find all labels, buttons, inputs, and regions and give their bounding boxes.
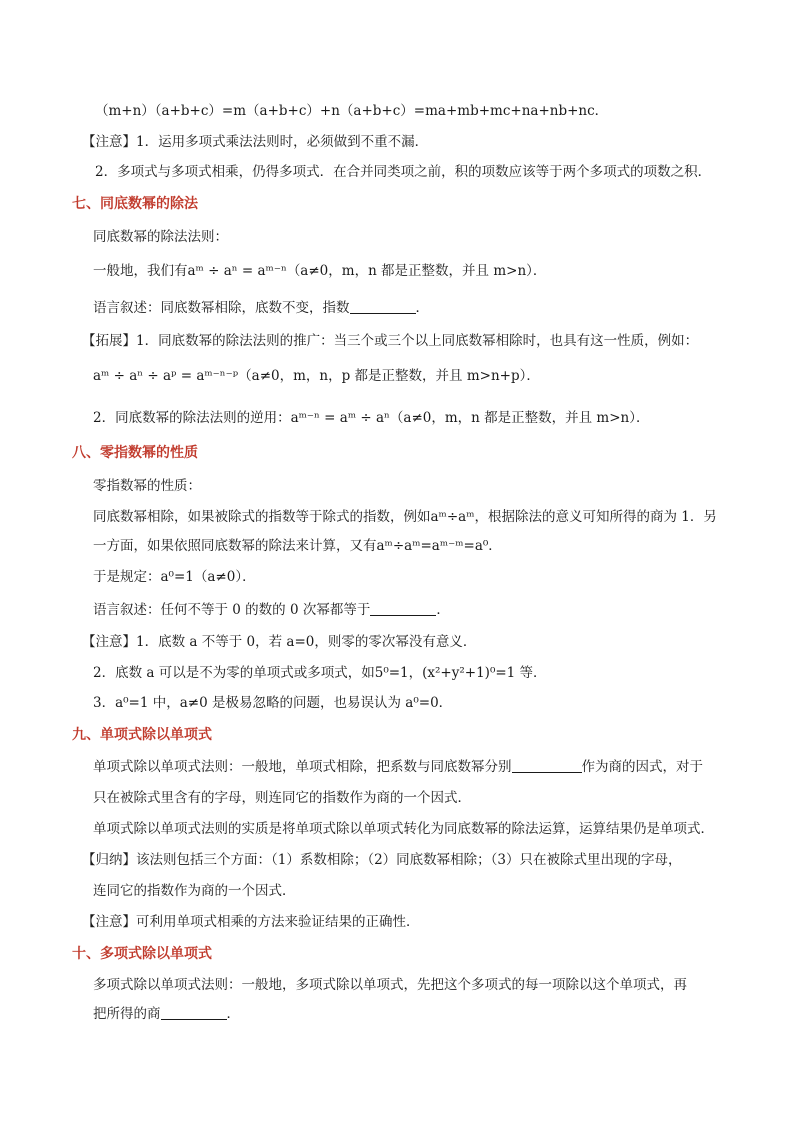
formula-examples: 5⁰=1，(x²+y²+1)⁰ <box>374 665 496 681</box>
text: 同底数幂相除，如果被除式的指数等于除式的指数，例如 <box>93 509 431 525</box>
formula-zero-def: a⁰=1 <box>160 569 194 585</box>
formula-quotient: aᵐ ÷ aⁿ = aᵐ⁻ⁿ <box>187 263 287 279</box>
formula-am-div-eq: aᵐ÷aᵐ=aᵐ⁻ᵐ=a⁰． <box>376 538 502 554</box>
formula-wrong: a⁰=0． <box>405 695 453 711</box>
text: 一方面，如果依照同底数幂的除法来计算，又有 <box>93 538 377 554</box>
sec8-note-2 <box>93 664 547 682</box>
sec10-rule-cont <box>93 1005 240 1023</box>
sec8-statement <box>93 601 450 619</box>
text: 2．底数 a 可以是不为零的单项式或多项式，如 <box>93 665 375 681</box>
fill-blank-exponent[interactable] <box>350 299 416 314</box>
formula-inverse: aᵐ⁻ⁿ = aᵐ ÷ aⁿ <box>290 410 390 426</box>
fill-blank-add[interactable] <box>161 1005 227 1020</box>
text: （a≠0，m，n，p 都是正整数，并且 m>n+p）． <box>238 368 540 384</box>
section-9-heading: 九、单项式除以单项式 <box>72 727 212 743</box>
sec8-note-3 <box>93 694 452 712</box>
text: 单项式除以单项式法则：一般地，单项式相除，把系数与同底数幂分别 <box>93 759 512 775</box>
text: 一般地，我们有 <box>93 263 188 279</box>
sec7-rule-formula <box>93 262 546 280</box>
sec8-definition <box>93 568 256 586</box>
sec8-note-1: 【注意】1．底数 a 不等于 0，若 a=0，则零的零次幂没有意义． <box>82 634 477 650</box>
section-8-heading: 八、零指数幂的性质 <box>72 445 198 461</box>
sec8-para-2 <box>93 537 502 555</box>
extension-1: 【拓展】1．同底数幂的除法法则的推广：当三个或三个以上同底数幂相除时，也具有这一性质，例如： <box>82 333 699 349</box>
text: ． <box>436 602 450 618</box>
sec9-rule <box>93 758 703 776</box>
sec9-rule-cont: 只在被除式里含有的字母，则连同它的指数作为商的一个因式． <box>93 790 471 806</box>
poly-mult-example: （m+n）（a+b+c）=m（a+b+c）+n（a+b+c）=ma+mb+mc+na+nb+nc． <box>95 103 609 119</box>
fill-blank-zero-power[interactable] <box>370 601 436 616</box>
text: 于是规定： <box>93 569 161 585</box>
text: （a≠0，m，n 都是正整数，并且 m>n）． <box>286 263 547 279</box>
sec9-summary: 【归纳】该法则包括三个方面：（1）系数相除；（2）同底数幂相除；（3）只在被除式里出现的字母， <box>82 852 682 868</box>
text: 中，a≠0 是极易忽略的问题，也易误认为 <box>148 695 406 711</box>
section-7-heading: 七、同底数幂的除法 <box>72 196 198 212</box>
text: 3． <box>93 695 116 711</box>
text: 语言叙述：同底数幂相除，底数不变，指数 <box>93 300 350 316</box>
text: 语言叙述：任何不等于 0 的数的 0 次幂都等于 <box>93 602 371 618</box>
sec8-para-1 <box>93 508 717 526</box>
text: 作为商的因式，对于 <box>581 759 703 775</box>
note-2: 2．多项式与多项式相乘，仍得多项式．在合并同类项之前，积的项数应该等于两个多项式的项数之积． <box>95 164 712 180</box>
formula-am-div: aᵐ÷aᵐ <box>430 509 475 525</box>
fill-blank-divide[interactable] <box>512 758 582 773</box>
sec8-title: 零指数幂的性质： <box>93 478 201 494</box>
sec9-note: 【注意】可利用单项式相乘的方法来验证结果的正确性． <box>82 914 420 930</box>
note-1: 【注意】1．运用多项式乘法法则时，必须做到不重不漏． <box>82 134 429 150</box>
sec7-rule-title: 同底数幂的除法法则： <box>93 229 228 245</box>
text: ，根据除法的意义可知所得的商为 1．另 <box>474 509 717 525</box>
text: ． <box>415 300 429 316</box>
formula-triple: aᵐ ÷ aⁿ ÷ aᵖ = aᵐ⁻ⁿ⁻ᵖ <box>93 368 239 384</box>
formula-zero-def: a⁰=1 <box>115 695 149 711</box>
text: （a≠0）． <box>193 569 256 585</box>
text: ． <box>226 1006 240 1022</box>
text: （a≠0，m，n 都是正整数，并且 m>n）． <box>389 410 650 426</box>
sec9-essence: 单项式除以单项式法则的实质是将单项式除以单项式转化为同底数幂的除法运算，运算结果仍是单项式． <box>93 821 714 837</box>
section-10-heading: 十、多项式除以单项式 <box>72 946 212 962</box>
sec9-summary-cont: 连同它的指数作为商的一个因式． <box>93 883 296 899</box>
sec10-rule: 多项式除以单项式法则：一般地，多项式除以单项式，先把这个多项式的每一项除以这个单项式，再 <box>93 977 687 993</box>
extension-formula <box>93 367 540 385</box>
sec7-statement <box>93 299 429 317</box>
text: 2．同底数幂的除法法则的逆用： <box>93 410 291 426</box>
text: 把所得的商 <box>93 1006 161 1022</box>
text: =1 等． <box>495 665 547 681</box>
extension-2 <box>93 409 650 427</box>
